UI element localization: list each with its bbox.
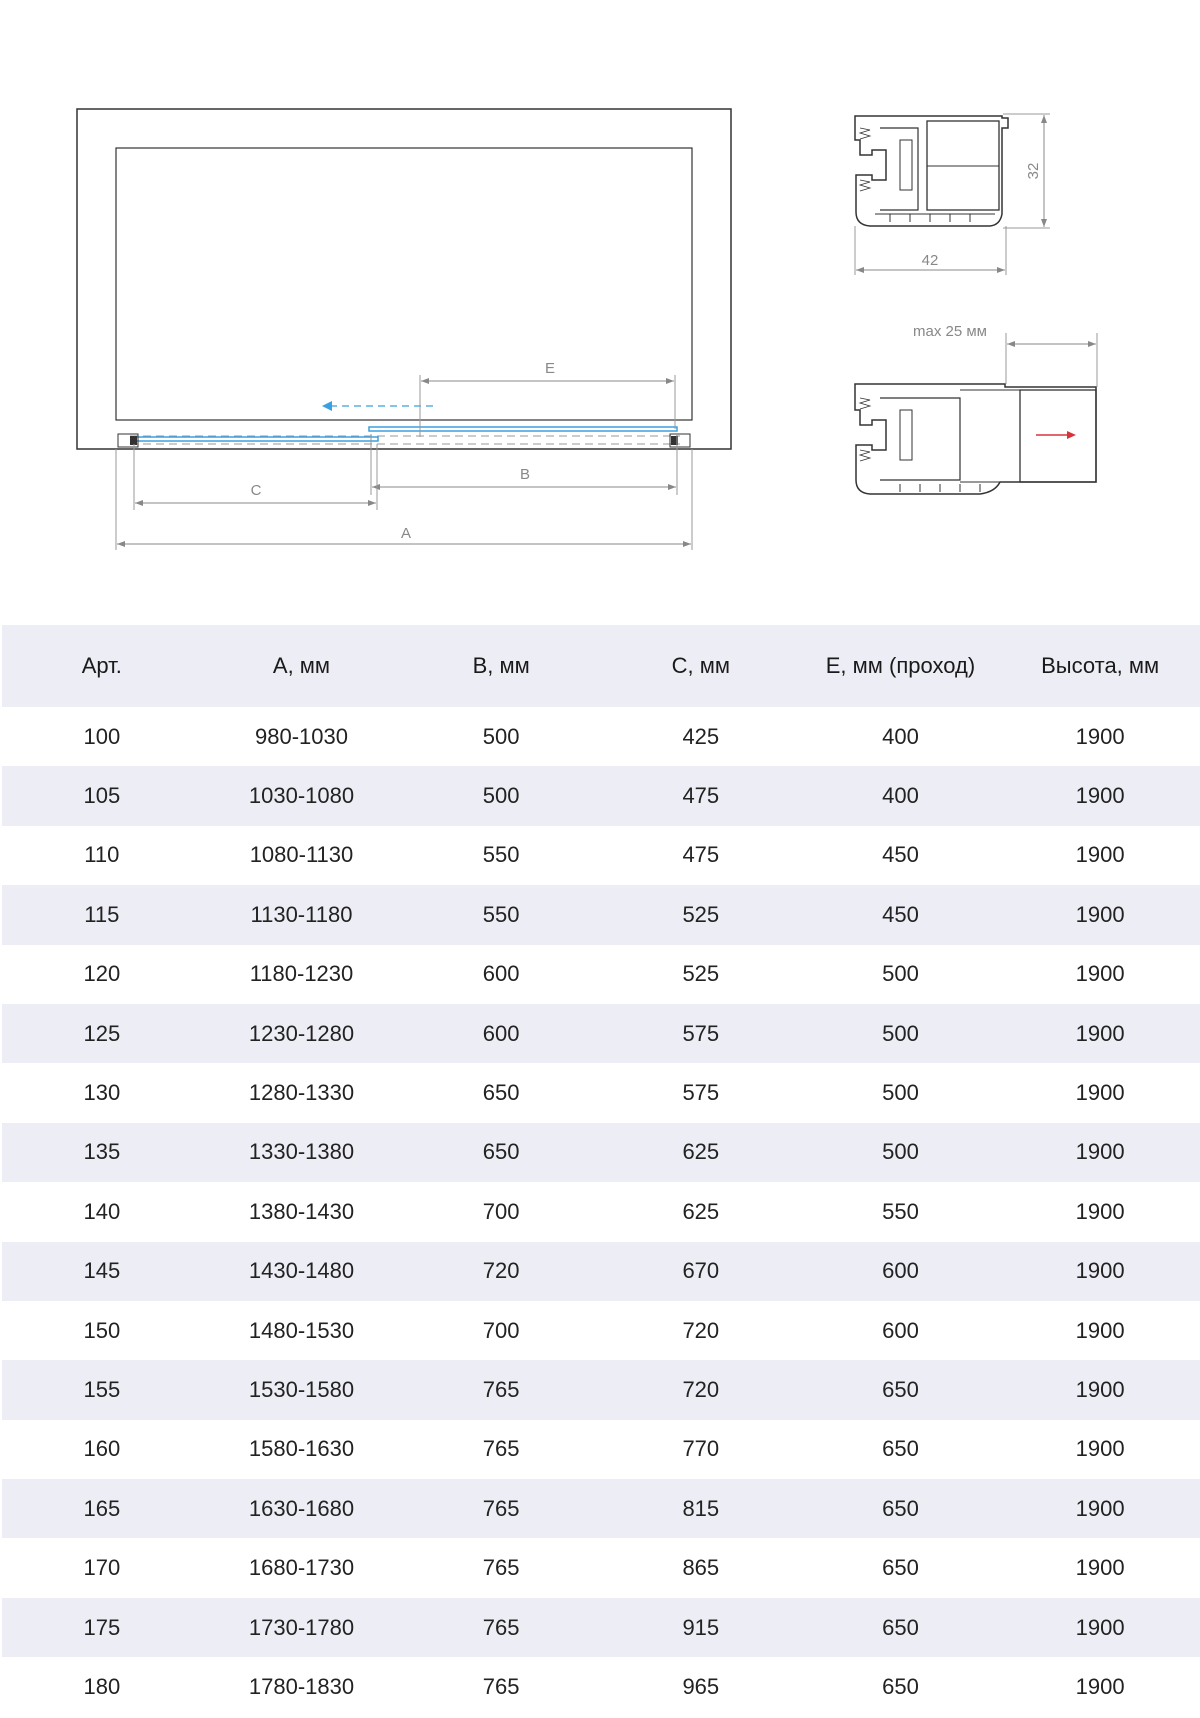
cell-a: 1780-1830 bbox=[202, 1657, 402, 1716]
cell-b: 550 bbox=[401, 826, 601, 885]
table-row bbox=[2, 1657, 1200, 1716]
cell-b: 550 bbox=[401, 885, 601, 944]
profile-width-label: 42 bbox=[921, 252, 939, 269]
cell-height: 1900 bbox=[1000, 1123, 1200, 1182]
cell-article: 175 bbox=[2, 1598, 202, 1657]
dimension-b bbox=[371, 434, 677, 495]
cell-e: 500 bbox=[801, 1123, 1001, 1182]
dimension-c bbox=[134, 444, 377, 510]
cell-c: 720 bbox=[601, 1360, 801, 1419]
cell-b: 765 bbox=[401, 1598, 601, 1657]
cell-height: 1900 bbox=[1000, 885, 1200, 944]
table-row bbox=[2, 707, 1200, 766]
cell-b: 500 bbox=[401, 707, 601, 766]
cell-article: 120 bbox=[2, 945, 202, 1004]
dimension-c-label: C bbox=[250, 482, 262, 499]
dimension-b-label: B bbox=[519, 466, 531, 483]
cell-e: 650 bbox=[801, 1420, 1001, 1479]
cell-a: 1030-1080 bbox=[202, 766, 402, 825]
cell-c: 815 bbox=[601, 1479, 801, 1538]
cell-c: 865 bbox=[601, 1538, 801, 1597]
table-row bbox=[2, 1182, 1200, 1241]
cell-article: 135 bbox=[2, 1123, 202, 1182]
cell-article: 155 bbox=[2, 1360, 202, 1419]
cell-c: 770 bbox=[601, 1420, 801, 1479]
cell-article: 160 bbox=[2, 1420, 202, 1479]
cell-height: 1900 bbox=[1000, 1004, 1200, 1063]
table-row bbox=[2, 1360, 1200, 1419]
cell-a: 1130-1180 bbox=[202, 885, 402, 944]
cell-a: 1530-1580 bbox=[202, 1360, 402, 1419]
cell-b: 700 bbox=[401, 1182, 601, 1241]
door-front-view bbox=[77, 109, 731, 449]
cell-e: 550 bbox=[801, 1182, 1001, 1241]
table-row bbox=[2, 1063, 1200, 1122]
cell-e: 450 bbox=[801, 885, 1001, 944]
cell-height: 1900 bbox=[1000, 826, 1200, 885]
cell-b: 500 bbox=[401, 766, 601, 825]
cell-e: 450 bbox=[801, 826, 1001, 885]
cell-e: 650 bbox=[801, 1598, 1001, 1657]
dimension-e-label: E bbox=[544, 360, 556, 377]
header-e: E, мм (проход) bbox=[801, 625, 1001, 707]
cell-b: 650 bbox=[401, 1063, 601, 1122]
table-row bbox=[2, 945, 1200, 1004]
cell-height: 1900 bbox=[1000, 1420, 1200, 1479]
cell-b: 650 bbox=[401, 1123, 601, 1182]
door-outer-frame bbox=[77, 109, 731, 449]
table-body bbox=[2, 707, 1200, 1717]
table-row bbox=[2, 1242, 1200, 1301]
extension-direction-arrow-icon bbox=[1067, 431, 1076, 439]
cell-e: 650 bbox=[801, 1360, 1001, 1419]
cell-a: 1230-1280 bbox=[202, 1004, 402, 1063]
cell-article: 180 bbox=[2, 1657, 202, 1716]
table-row bbox=[2, 1123, 1200, 1182]
cell-c: 475 bbox=[601, 826, 801, 885]
cell-height: 1900 bbox=[1000, 1657, 1200, 1716]
header-article: Арт. bbox=[2, 625, 202, 707]
cell-article: 150 bbox=[2, 1301, 202, 1360]
dimension-a-label: A bbox=[400, 525, 412, 542]
header-a: A, мм bbox=[202, 625, 402, 707]
cell-article: 110 bbox=[2, 826, 202, 885]
cell-c: 670 bbox=[601, 1242, 801, 1301]
table-row bbox=[2, 1420, 1200, 1479]
table-row bbox=[2, 885, 1200, 944]
cell-a: 1580-1630 bbox=[202, 1420, 402, 1479]
cell-article: 125 bbox=[2, 1004, 202, 1063]
cell-article: 100 bbox=[2, 707, 202, 766]
cell-article: 105 bbox=[2, 766, 202, 825]
table-row bbox=[2, 1479, 1200, 1538]
table-header-row bbox=[2, 625, 1200, 707]
table-row bbox=[2, 1538, 1200, 1597]
cell-height: 1900 bbox=[1000, 1360, 1200, 1419]
cell-e: 650 bbox=[801, 1538, 1001, 1597]
cell-a: 1380-1430 bbox=[202, 1182, 402, 1241]
table-row bbox=[2, 1598, 1200, 1657]
header-b: B, мм bbox=[401, 625, 601, 707]
cell-b: 765 bbox=[401, 1538, 601, 1597]
cell-a: 1180-1230 bbox=[202, 945, 402, 1004]
cell-c: 625 bbox=[601, 1182, 801, 1241]
cell-a: 1080-1130 bbox=[202, 826, 402, 885]
profile-height-label: 32 bbox=[1025, 162, 1042, 180]
cell-b: 700 bbox=[401, 1301, 601, 1360]
cell-e: 500 bbox=[801, 1063, 1001, 1122]
cell-article: 145 bbox=[2, 1242, 202, 1301]
header-c: C, мм bbox=[601, 625, 801, 707]
table-row bbox=[2, 826, 1200, 885]
cell-b: 720 bbox=[401, 1242, 601, 1301]
header-height: Высота, мм bbox=[1000, 625, 1200, 707]
cell-a: 980-1030 bbox=[202, 707, 402, 766]
max-gap-label: max 25 мм bbox=[913, 323, 987, 340]
door-inner-opening bbox=[116, 148, 692, 420]
cell-b: 600 bbox=[401, 1004, 601, 1063]
cell-height: 1900 bbox=[1000, 1538, 1200, 1597]
cell-c: 720 bbox=[601, 1301, 801, 1360]
cell-e: 650 bbox=[801, 1657, 1001, 1716]
sliding-glass-panel bbox=[369, 427, 677, 431]
cell-a: 1630-1680 bbox=[202, 1479, 402, 1538]
cell-height: 1900 bbox=[1000, 1063, 1200, 1122]
cell-c: 915 bbox=[601, 1598, 801, 1657]
cell-height: 1900 bbox=[1000, 945, 1200, 1004]
dimension-a bbox=[116, 449, 692, 550]
cell-c: 965 bbox=[601, 1657, 801, 1716]
cell-a: 1730-1780 bbox=[202, 1598, 402, 1657]
cell-c: 525 bbox=[601, 885, 801, 944]
left-bracket-inner bbox=[130, 436, 137, 445]
cell-c: 575 bbox=[601, 1063, 801, 1122]
cell-height: 1900 bbox=[1000, 707, 1200, 766]
cell-height: 1900 bbox=[1000, 766, 1200, 825]
cell-article: 140 bbox=[2, 1182, 202, 1241]
cell-e: 500 bbox=[801, 945, 1001, 1004]
cell-c: 575 bbox=[601, 1004, 801, 1063]
cell-e: 500 bbox=[801, 1004, 1001, 1063]
cell-height: 1900 bbox=[1000, 1242, 1200, 1301]
cell-e: 600 bbox=[801, 1242, 1001, 1301]
cell-a: 1430-1480 bbox=[202, 1242, 402, 1301]
cell-e: 600 bbox=[801, 1301, 1001, 1360]
slide-direction-arrow-icon bbox=[322, 401, 332, 411]
cell-b: 765 bbox=[401, 1479, 601, 1538]
cell-e: 400 bbox=[801, 766, 1001, 825]
cell-article: 130 bbox=[2, 1063, 202, 1122]
cell-height: 1900 bbox=[1000, 1182, 1200, 1241]
cell-b: 600 bbox=[401, 945, 601, 1004]
cell-c: 425 bbox=[601, 707, 801, 766]
cell-a: 1280-1330 bbox=[202, 1063, 402, 1122]
cell-a: 1330-1380 bbox=[202, 1123, 402, 1182]
cell-c: 625 bbox=[601, 1123, 801, 1182]
table-row bbox=[2, 766, 1200, 825]
cell-article: 115 bbox=[2, 885, 202, 944]
cell-article: 170 bbox=[2, 1538, 202, 1597]
cell-e: 400 bbox=[801, 707, 1001, 766]
cell-height: 1900 bbox=[1000, 1301, 1200, 1360]
cell-c: 475 bbox=[601, 766, 801, 825]
dimension-e bbox=[420, 360, 675, 437]
cell-article: 165 bbox=[2, 1479, 202, 1538]
cell-a: 1480-1530 bbox=[202, 1301, 402, 1360]
technical-drawing bbox=[0, 0, 1200, 600]
cell-b: 765 bbox=[401, 1360, 601, 1419]
cell-e: 650 bbox=[801, 1479, 1001, 1538]
table-row bbox=[2, 1301, 1200, 1360]
table-row bbox=[2, 1004, 1200, 1063]
cell-c: 525 bbox=[601, 945, 801, 1004]
cell-b: 765 bbox=[401, 1420, 601, 1479]
specification-table bbox=[2, 625, 1200, 1717]
profile-section-bottom bbox=[855, 323, 1097, 494]
cell-height: 1900 bbox=[1000, 1598, 1200, 1657]
cell-b: 765 bbox=[401, 1657, 601, 1716]
cell-height: 1900 bbox=[1000, 1479, 1200, 1538]
fixed-glass-panel bbox=[134, 437, 378, 441]
profile-section-top bbox=[855, 114, 1050, 275]
cell-a: 1680-1730 bbox=[202, 1538, 402, 1597]
